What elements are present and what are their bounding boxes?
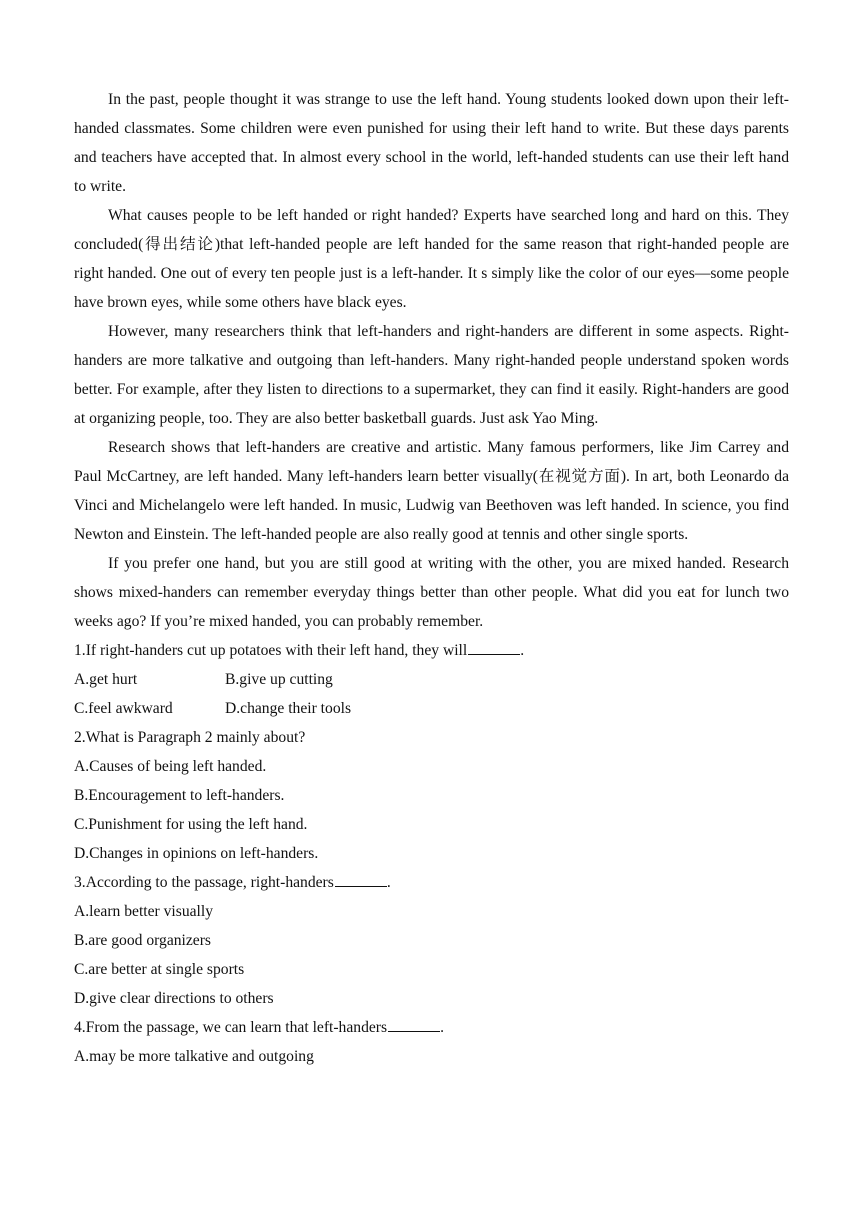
option-a: A.learn better visually — [74, 903, 213, 920]
option-d: D.Changes in opinions on left-handers. — [74, 845, 319, 862]
document-page — [74, 85, 789, 1071]
answer-blank — [388, 1017, 440, 1032]
question-4-end: . — [440, 1019, 444, 1036]
paragraph-1: In the past, people thought it was strange to use the left hand. Young students looked down upon their left-handed classmates. Some children were even punished for using their left hand to write. But these days parents and teachers have accepted that. In almost every school in the world, left-handed students can use their left hand to write. — [74, 91, 789, 195]
option-c: C.feel awkward — [74, 700, 173, 717]
paragraph-5: If you prefer one hand, but you are still good at writing with the other, you are mixed handed. Research shows mixed-handers can remember everyday things better than other people. What did you eat for lunch two weeks ago? If you’re mixed handed, you can probably remember. — [74, 555, 789, 630]
option-a: A.may be more talkative and outgoing — [74, 1048, 314, 1065]
question-1-options-row-1 — [74, 665, 789, 694]
question-4-stem: 4.From the passage, we can learn that left-handers — [74, 1019, 388, 1036]
answer-blank — [468, 640, 520, 655]
question-2-stem: 2.What is Paragraph 2 mainly about? — [74, 729, 306, 746]
option-b: B.are good organizers — [74, 932, 211, 949]
paragraph-3: However, many researchers think that left-handers and right-handers are different in some aspects. Right-handers are more talkative and outgoing than left-handers. Many right-handed people understand spoken words better. For example, after they listen to directions to a supermarket, they can find it easily. Right-handers are good at organizing people, too. They are also better basketball guards. Just ask Yao Ming. — [74, 323, 789, 427]
paragraph-4: Research shows that left-handers are creative and artistic. Many famous performers, like Jim Carrey and Paul McCartney, are left handed. Many left-handers learn better visually(在视觉方面). In art, both Leonardo da Vinci and Michelangelo were left handed. In music, Ludwig van Beethoven was left handed. In science, you find Newton and Einstein. The left-handed people are also really good at tennis and other single sports. — [74, 439, 789, 543]
question-1-options-row-2 — [74, 694, 789, 723]
question-1-end: . — [520, 642, 525, 659]
answer-blank — [335, 872, 387, 887]
option-a: A.Causes of being left handed. — [74, 758, 267, 775]
option-a: A.get hurt — [74, 671, 138, 688]
question-3 — [74, 868, 789, 897]
option-c: C.are better at single sports — [74, 961, 245, 978]
question-3-stem: 3.According to the passage, right-handers — [74, 874, 334, 891]
option-d: D.change their tools — [225, 700, 352, 717]
question-4 — [74, 1013, 789, 1042]
question-1 — [74, 636, 789, 665]
option-d: D.give clear directions to others — [74, 990, 274, 1007]
question-3-end: . — [386, 874, 391, 891]
option-c: C.Punishment for using the left hand. — [74, 816, 308, 833]
option-b: B.give up cutting — [225, 671, 333, 688]
question-1-stem: 1.If right-handers cut up potatoes with their left hand, they will — [74, 642, 468, 659]
paragraph-2: What causes people to be left handed or right handed? Experts have searched long and hard on this. They concluded(得出结论)that left-handed people are left handed for the same reason that right-handed people are right handed. One out of every ten people just is a left-hander. It s simply like the color of our eyes—some people have brown eyes, while some others have black eyes. — [74, 207, 789, 311]
option-b: B.Encouragement to left-handers. — [74, 787, 285, 804]
